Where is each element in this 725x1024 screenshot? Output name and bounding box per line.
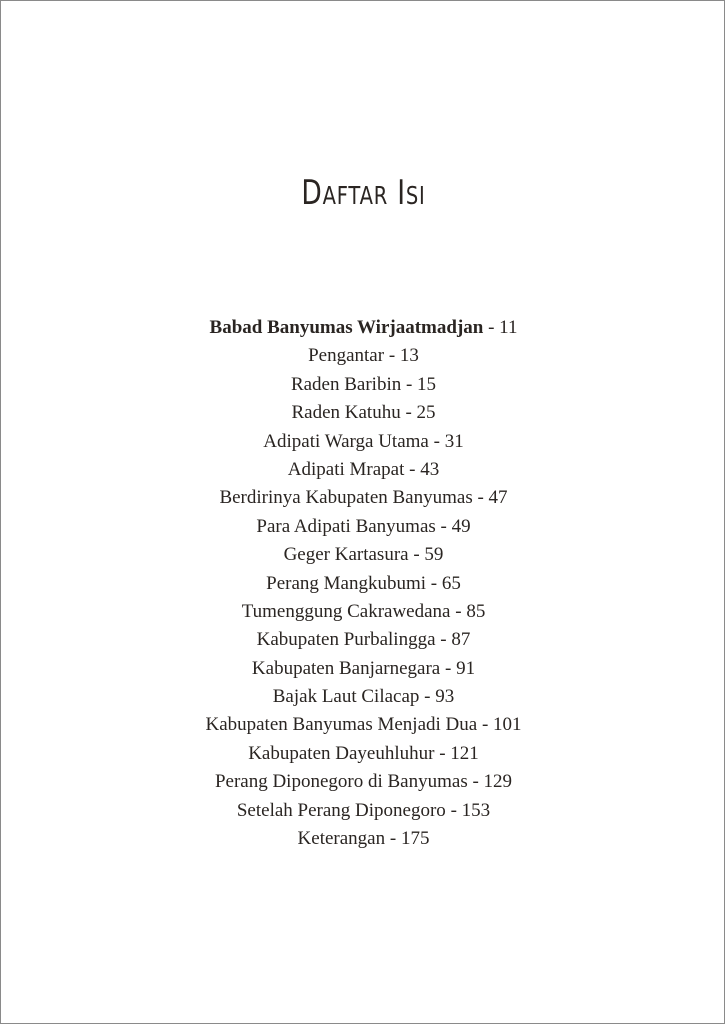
toc-entry-page: 121 xyxy=(450,742,479,764)
toc-entry-label: Kabupaten Dayeuhluhur xyxy=(248,742,435,764)
toc-entry-label: Keterangan xyxy=(297,828,386,850)
title-initial-i: I xyxy=(397,173,406,213)
toc-entry-page: 101 xyxy=(493,714,522,736)
toc-entry-label: Para Adipati Banyumas xyxy=(256,515,436,537)
toc-entry-page: 47 xyxy=(488,487,508,509)
toc-entry-page: 13 xyxy=(399,345,419,367)
toc-entry-label: Kabupaten Banjarnegara xyxy=(251,657,441,679)
toc-entry-page: 49 xyxy=(451,515,471,537)
toc-entry-page: 91 xyxy=(456,657,476,679)
toc-entry: Perang Diponegoro di Banyumas - 129 xyxy=(214,771,513,793)
toc-entry-label: Geger Kartasura xyxy=(283,544,409,566)
toc-entry: Kabupaten Purbalingga - 87 xyxy=(256,629,471,651)
title-rest-1: AFTAR xyxy=(322,181,389,210)
toc-entry: Adipati Mrapat - 43 xyxy=(287,458,440,480)
toc-entry-page: 93 xyxy=(435,686,455,708)
toc-entry-label: Kabupaten Banyumas Menjadi Dua xyxy=(205,714,478,736)
toc-entry-label: Raden Katuhu xyxy=(291,402,401,424)
toc-entry-page: 15 xyxy=(417,373,437,395)
toc-entry: Para Adipati Banyumas - 49 xyxy=(256,515,471,537)
toc-entry: Pengantar - 13 xyxy=(308,345,419,367)
toc-entry-page: 31 xyxy=(444,430,464,452)
toc-entry-label: Adipati Warga Utama xyxy=(263,430,429,452)
toc-entry: Kabupaten Banjarnegara - 91 xyxy=(251,657,476,679)
toc-entry-label: Perang Mangkubumi xyxy=(266,572,427,594)
toc-entry: Babad Banyumas Wirjaatmadjan - 11 xyxy=(209,317,518,338)
toc-entry: Kabupaten Banyumas Menjadi Dua - 101 xyxy=(205,714,522,736)
toc-entry: Raden Baribin - 15 xyxy=(290,373,437,395)
toc-entry: Kabupaten Dayeuhluhur - 121 xyxy=(248,742,479,764)
toc-entry: Keterangan - 175 xyxy=(297,828,430,850)
table-of-contents xyxy=(1,314,725,853)
toc-entry: Adipati Warga Utama - 31 xyxy=(263,430,464,452)
toc-entry-page: 11 xyxy=(499,317,518,338)
toc-entry-label: Bajak Laut Cilacap xyxy=(272,686,420,708)
toc-entry-page: 43 xyxy=(420,458,440,480)
toc-entry-label: Perang Diponegoro di Banyumas xyxy=(214,771,468,793)
title-initial-d: D xyxy=(301,173,323,213)
toc-entry-page: 59 xyxy=(424,544,444,566)
toc-entry-page: 175 xyxy=(400,828,430,850)
toc-entry: Tumenggung Cakrawedana - 85 xyxy=(241,600,486,622)
title-rest-2: SI xyxy=(405,181,426,210)
toc-entry-label: Raden Baribin xyxy=(290,373,402,395)
toc-entry-page: 65 xyxy=(441,572,461,594)
toc-entry: Setelah Perang Diponegoro - 153 xyxy=(236,799,491,821)
toc-entry: Bajak Laut Cilacap - 93 xyxy=(272,686,455,708)
toc-entry-label: Babad Banyumas Wirjaatmadjan xyxy=(209,317,484,338)
toc-entry-label: Tumenggung Cakrawedana xyxy=(241,600,451,622)
toc-entry: Berdirinya Kabupaten Banyumas - 47 xyxy=(219,487,508,509)
toc-entry-label: Setelah Perang Diponegoro xyxy=(236,799,446,821)
page-title xyxy=(81,171,647,218)
toc-entry-page: 87 xyxy=(451,629,471,651)
toc-entry-label: Berdirinya Kabupaten Banyumas xyxy=(219,487,473,509)
toc-entry-label: Adipati Mrapat xyxy=(287,458,405,480)
toc-entry-page: 25 xyxy=(416,402,436,424)
toc-entry-page: 153 xyxy=(461,799,491,821)
toc-entry-label: Kabupaten Purbalingga xyxy=(256,629,436,651)
toc-entry: Perang Mangkubumi - 65 xyxy=(266,572,461,594)
toc-entry-label: Pengantar xyxy=(308,345,385,367)
toc-entry: Raden Katuhu - 25 xyxy=(291,402,436,424)
toc-entry-page: 85 xyxy=(466,600,486,622)
toc-entry-page: 129 xyxy=(483,771,513,793)
toc-entry: Geger Kartasura - 59 xyxy=(283,544,444,566)
